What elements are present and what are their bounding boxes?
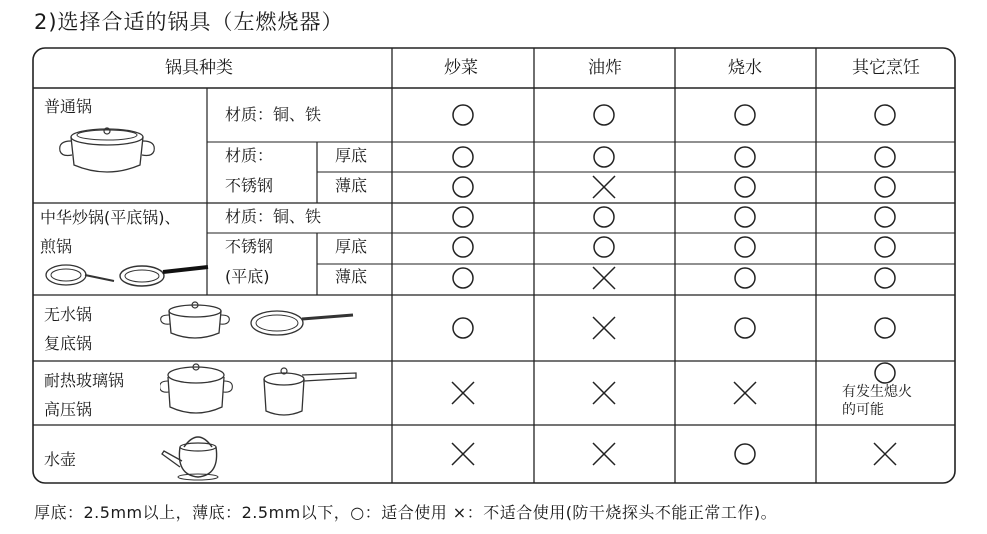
bottom-thick-wok: 厚底 [335, 237, 368, 256]
header-deep-fry: 油炸 [588, 58, 622, 78]
group-frying-pan: 煎锅 [40, 237, 73, 256]
ok-circle-icon-waterless-boil-water [735, 318, 755, 338]
ok-circle-icon-wok-stainless-thick-boil-water [735, 237, 755, 257]
ok-circle-icon-normal-stainless-thick-stir-fry [453, 147, 473, 167]
ok-circle-icon-glass-pressure-other-cooking [875, 363, 895, 383]
header-stir-fry: 炒菜 [444, 58, 478, 78]
group-wok: 中华炒锅(平底锅)、 [40, 208, 181, 227]
ok-circle-icon-normal-stainless-thin-stir-fry [453, 177, 473, 197]
ok-circle-icon-normal-copper-iron-other-cooking [875, 105, 895, 125]
cookware-table [32, 47, 956, 484]
no-cross-icon-wok-stainless-thin-deep-fry [593, 267, 615, 289]
header-cookware-type: 锅具种类 [165, 58, 233, 78]
ok-circle-icon-wok-stainless-thick-stir-fry [453, 237, 473, 257]
ok-circle-icon-wok-copper-iron-deep-fry [594, 207, 614, 227]
material-label: 材质： [225, 146, 274, 165]
ok-circle-icon-normal-stainless-thin-other-cooking [875, 177, 895, 197]
ok-circle-icon-wok-copper-iron-other-cooking [875, 207, 895, 227]
group-kettle: 水壶 [44, 450, 77, 469]
material-flat-bottom: (平底) [225, 267, 270, 286]
ok-circle-icon-wok-stainless-thin-other-cooking [875, 268, 895, 288]
material-copper-iron-wok: 材质：铜、铁 [225, 207, 322, 226]
no-cross-icon-kettle-other-cooking [874, 443, 896, 465]
ok-circle-icon-normal-stainless-thin-boil-water [735, 177, 755, 197]
bottom-thin-wok: 薄底 [335, 267, 368, 286]
bottom-thin: 薄底 [335, 176, 368, 195]
header-other-cooking: 其它烹饪 [852, 58, 920, 78]
ok-circle-icon-waterless-stir-fry [453, 318, 473, 338]
no-cross-icon-waterless-deep-fry [593, 317, 615, 339]
page-heading: 2)选择合适的锅具（左燃烧器） [34, 10, 344, 34]
flame-out-note-line2: 的可能 [842, 402, 884, 418]
ok-circle-icon-wok-stainless-thick-other-cooking [875, 237, 895, 257]
group-waterless: 无水锅 [44, 305, 93, 324]
legend-footnote: 厚底：2.5mm以上，薄底：2.5mm以下，○：适合使用 ×：不适合使用(防干烧探头不能正常工作)。 [34, 503, 778, 522]
ok-circle-icon-wok-copper-iron-boil-water [735, 207, 755, 227]
bottom-thick: 厚底 [335, 146, 368, 165]
ok-circle-icon-wok-stainless-thin-boil-water [735, 268, 755, 288]
material-stainless-wok: 不锈钢 [225, 237, 274, 256]
ok-circle-icon-wok-stainless-thick-deep-fry [594, 237, 614, 257]
material-copper-iron: 材质：铜、铁 [225, 105, 322, 124]
no-cross-icon-glass-pressure-stir-fry [452, 382, 474, 404]
flame-out-note-line1: 有发生熄火 [842, 384, 912, 400]
ok-circle-icon-normal-stainless-thick-other-cooking [875, 147, 895, 167]
no-cross-icon-normal-stainless-thin-deep-fry [593, 176, 615, 198]
ok-circle-icon-wok-stainless-thin-stir-fry [453, 268, 473, 288]
ok-circle-icon-normal-stainless-thick-deep-fry [594, 147, 614, 167]
ok-circle-icon-waterless-other-cooking [875, 318, 895, 338]
group-glass-pot: 耐热玻璃锅 [44, 371, 125, 390]
header-boil-water: 烧水 [728, 58, 762, 78]
ok-circle-icon-normal-copper-iron-stir-fry [453, 105, 473, 125]
no-cross-icon-glass-pressure-boil-water [734, 382, 756, 404]
group-double-bottom: 复底锅 [44, 334, 93, 353]
no-cross-icon-kettle-stir-fry [452, 443, 474, 465]
no-cross-icon-kettle-deep-fry [593, 443, 615, 465]
suitability-marks [32, 47, 956, 484]
group-normal-pot: 普通锅 [44, 97, 93, 116]
ok-circle-icon-normal-copper-iron-deep-fry [594, 105, 614, 125]
ok-circle-icon-normal-stainless-thick-boil-water [735, 147, 755, 167]
group-pressure-cooker: 高压锅 [44, 400, 93, 419]
ok-circle-icon-wok-copper-iron-stir-fry [453, 207, 473, 227]
ok-circle-icon-kettle-boil-water [735, 444, 755, 464]
material-stainless: 不锈钢 [225, 176, 274, 195]
ok-circle-icon-normal-copper-iron-boil-water [735, 105, 755, 125]
no-cross-icon-glass-pressure-deep-fry [593, 382, 615, 404]
